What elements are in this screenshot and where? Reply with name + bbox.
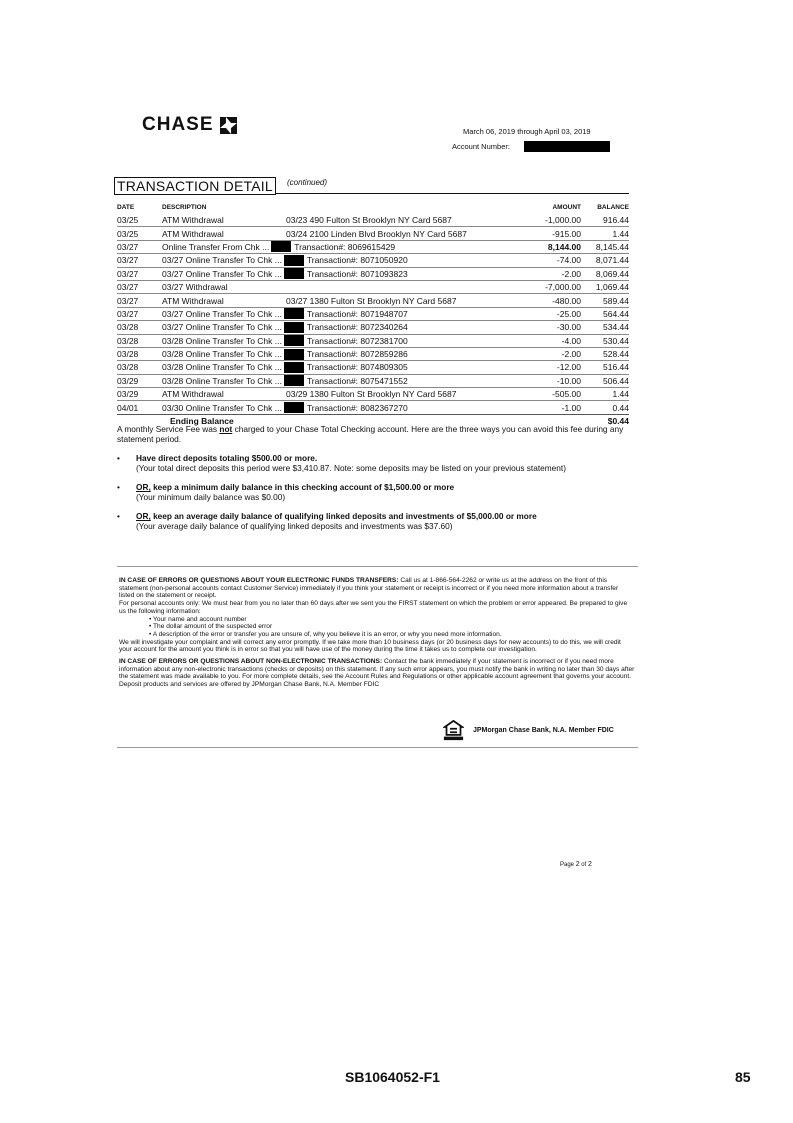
cell-amount: -2.00 <box>502 267 581 280</box>
section-rule <box>276 193 629 194</box>
chase-logo <box>142 114 237 136</box>
description-detail: Transaction#: 8072340264 <box>306 322 408 333</box>
cell-balance: 0.44 <box>581 401 629 414</box>
cell-date: 03/27 <box>117 307 162 320</box>
fee-text-pre: A monthly Service Fee was <box>117 424 220 434</box>
description-detail: Transaction#: 8071050920 <box>306 255 408 266</box>
description-type: 03/27 Withdrawal <box>162 282 228 293</box>
table-row <box>117 240 629 253</box>
section-title: TRANSACTION DETAIL <box>114 177 276 195</box>
cell-date: 03/27 <box>117 280 162 293</box>
chase-octagon-icon <box>220 117 237 134</box>
description-type: Online Transfer From Chk ... <box>162 241 270 252</box>
description-type: ATM Withdrawal <box>162 295 224 306</box>
header-description: DESCRIPTION <box>162 203 207 211</box>
cell-balance: 528.44 <box>581 347 629 360</box>
transaction-rows <box>117 214 629 427</box>
disclosure-bottom-rule <box>117 747 638 748</box>
cell-balance: 516.44 <box>581 361 629 374</box>
table-row <box>117 294 629 307</box>
non-eft-text: Contact the bank immediately if your statement is incorrect or if you need more information about any non-electronic transactions (checks or deposits) on this statement. If any such error appears, you must notify the bank in writing no later than 30 days after the statement was made available to you. For more complete details, see the Account Rules and Regulations or other applicable account agreement that governs your account. Deposit products and services are offered by JPMorgan Chase Bank, N.A. Member FDIC <box>119 658 635 689</box>
header-amount: AMOUNT <box>552 203 581 211</box>
table-header-row <box>117 202 629 214</box>
cell-date: 03/27 <box>117 294 162 307</box>
cell-date: 03/27 <box>117 254 162 267</box>
info-list-item: • The dollar amount of the suspected error <box>149 623 273 631</box>
bullet-dot: • <box>117 453 120 463</box>
non-eft-paragraph <box>119 658 635 689</box>
cell-date: 03/25 <box>117 227 162 240</box>
redacted-account <box>271 241 291 252</box>
footer-page-number: 85 <box>735 1069 751 1085</box>
description-detail: 03/24 2100 Linden Blvd Brooklyn NY Card 5687 <box>286 228 467 239</box>
fdic-notice <box>443 720 614 741</box>
header-date: DATE <box>117 203 135 211</box>
cell-description <box>162 240 502 253</box>
info-list-item: • A description of the error or transfer you are unsure of, why you believe it is an error, or why you need more information. <box>149 630 502 638</box>
table-row <box>117 254 629 267</box>
redacted-account <box>284 402 304 413</box>
cell-amount: -1.00 <box>502 401 581 414</box>
description-detail: Transaction#: 8071948707 <box>306 308 408 319</box>
description-type: 03/27 Online Transfer To Chk ... <box>162 268 282 279</box>
cell-description <box>162 254 502 267</box>
cell-amount: -1,000.00 <box>545 215 581 226</box>
fee-text-post: charged to your Chase Total Checking account. Here are the three ways you can avoid this fee during any statement period. <box>117 424 624 444</box>
account-number-label: Account Number: <box>452 142 510 151</box>
cell-description <box>162 347 502 360</box>
redacted-account <box>284 349 304 360</box>
redacted-account <box>284 375 304 386</box>
table-row <box>117 214 629 227</box>
cell-description <box>162 280 502 293</box>
description-type: ATM Withdrawal <box>162 215 224 226</box>
cell-description <box>162 401 502 414</box>
eft-paragraph <box>119 577 635 600</box>
cell-balance: 1.44 <box>581 388 629 401</box>
page-total: 2 <box>587 861 592 868</box>
eft-heading: IN CASE OF ERRORS OR QUESTIONS ABOUT YOUR ELECTRONIC FUNDS TRANSFERS: <box>119 577 399 584</box>
table-row <box>117 374 629 387</box>
cell-amount: -480.00 <box>502 294 581 307</box>
cell-description <box>162 214 502 227</box>
ending-balance-label: Ending Balance <box>170 416 234 427</box>
header-balance: BALANCE <box>597 203 629 211</box>
table-row <box>117 307 629 320</box>
table-row <box>117 227 629 240</box>
cell-amount: -74.00 <box>502 254 581 267</box>
cell-date: 03/28 <box>117 334 162 347</box>
info-list-item: • Your name and account number <box>149 615 247 623</box>
page-current: 2 <box>575 861 580 868</box>
equal-housing-lender-icon <box>443 720 464 741</box>
description-detail: Transaction#: 8072859286 <box>306 349 408 360</box>
cell-balance: 1,069.44 <box>581 280 629 293</box>
cell-amount: -30.00 <box>502 321 581 334</box>
redacted-account <box>284 335 304 346</box>
continued-label: (continued) <box>287 178 328 187</box>
redacted-account <box>284 362 304 373</box>
page-of: of <box>579 862 588 868</box>
cell-amount: -505.00 <box>502 388 581 401</box>
cell-date: 03/29 <box>117 388 162 401</box>
cell-balance: 564.44 <box>581 307 629 320</box>
description-detail: 03/23 490 Fulton St Brooklyn NY Card 5687 <box>286 215 452 226</box>
bullet-detail: (Your minimum daily balance was $0.00) <box>136 492 286 502</box>
ending-balance-value: $0.44 <box>607 416 629 427</box>
fee-text-not: not <box>219 424 233 434</box>
bullet-prefix: OR, <box>136 482 151 492</box>
cell-description <box>162 294 502 307</box>
cell-balance: 8,071.44 <box>581 254 629 267</box>
cell-description <box>162 361 502 374</box>
description-detail: 03/27 1380 Fulton St Brooklyn NY Card 5687 <box>286 295 457 306</box>
description-detail: Transaction#: 8069615429 <box>294 241 396 252</box>
personal-paragraph: For personal accounts only: We must hear from you no later than 60 days after we sent you the FIRST statement on which the problem or error appeared. Be prepared to give us the following information: <box>119 600 628 615</box>
cell-amount: -915.00 <box>502 227 581 240</box>
description-type: 03/27 Online Transfer To Chk ... <box>162 322 282 333</box>
description-type: 03/28 Online Transfer To Chk ... <box>162 349 282 360</box>
description-type: 03/28 Online Transfer To Chk ... <box>162 362 282 373</box>
redacted-account <box>284 268 304 279</box>
redacted-account <box>284 322 304 333</box>
page-number <box>560 861 592 868</box>
transaction-table <box>117 202 629 427</box>
cell-balance: 530.44 <box>581 334 629 347</box>
table-row <box>117 280 629 293</box>
cell-description <box>162 334 502 347</box>
table-row <box>117 267 629 280</box>
description-type: ATM Withdrawal <box>162 389 224 400</box>
description-type: 03/27 Online Transfer To Chk ... <box>162 308 282 319</box>
disclosure-top-rule <box>117 566 638 567</box>
cell-date: 03/28 <box>117 321 162 334</box>
description-type: ATM Withdrawal <box>162 228 224 239</box>
table-row <box>117 347 629 360</box>
description-type: 03/28 Online Transfer To Chk ... <box>162 375 282 386</box>
bullet-prefix: OR, <box>136 511 151 521</box>
redacted-account <box>284 255 304 266</box>
cell-description <box>162 374 502 387</box>
cell-balance: 8,069.44 <box>581 267 629 280</box>
cell-date: 03/27 <box>117 240 162 253</box>
cell-balance: 534.44 <box>581 321 629 334</box>
redacted-account <box>284 308 304 319</box>
description-detail: Transaction#: 8082367270 <box>306 402 408 413</box>
cell-balance: 8,145.44 <box>581 240 629 253</box>
fdic-text: JPMorgan Chase Bank, N.A. Member FDIC <box>473 727 614 734</box>
cell-balance: 589.44 <box>581 294 629 307</box>
cell-amount: -10.00 <box>502 374 581 387</box>
cell-date: 03/27 <box>117 267 162 280</box>
bullet-heading-text: keep a minimum daily balance in this checking account of $1,500.00 or more <box>150 482 455 492</box>
bullet-detail: (Your total direct deposits this period were $3,410.87. Note: some deposits may be listed on your previous statement) <box>136 463 566 473</box>
description-detail: 03/29 1380 Fulton St Brooklyn NY Card 5687 <box>286 389 457 400</box>
cell-amount: -4.00 <box>502 334 581 347</box>
cell-description <box>162 267 502 280</box>
bullet-heading <box>136 511 636 521</box>
investigate-paragraph: We will investigate your complaint and will correct any error promptly. If we take more than 10 business days (or 20 business days for new accounts) to do this, we will credit your account for the amount you think is in error so that you will have use of the money during the time it takes us to complete our investigation. <box>119 638 621 654</box>
cell-description <box>162 307 502 320</box>
cell-date: 03/29 <box>117 374 162 387</box>
cell-description <box>162 321 502 334</box>
cell-amount: -12.00 <box>502 361 581 374</box>
service-fee-paragraph <box>117 424 629 444</box>
non-eft-heading: IN CASE OF ERRORS OR QUESTIONS ABOUT NON-ELECTRONIC TRANSACTIONS: <box>119 658 383 666</box>
table-row <box>117 334 629 347</box>
description-type: 03/27 Online Transfer To Chk ... <box>162 255 282 266</box>
description-detail: Transaction#: 8075471552 <box>306 375 408 386</box>
cell-balance: 916.44 <box>603 215 629 226</box>
eft-text: Call us at 1-866-564-2262 or write us at the address on the front of this statement (non-personal accounts contact Customer Service) immediately if you think your statement or receipt is incorrect or if you need more information about a transfer listed on the statement or receipt. <box>119 577 619 600</box>
description-type: 03/28 Online Transfer To Chk ... <box>162 335 282 346</box>
table-row <box>117 361 629 374</box>
cell-date: 03/28 <box>117 347 162 360</box>
cell-date: 03/25 <box>117 215 139 226</box>
bullet-heading <box>136 482 636 492</box>
error-disclosure <box>119 577 635 689</box>
cell-description <box>162 227 502 240</box>
bullet-heading-text: keep an average daily balance of qualifying linked deposits and investments of $5,000.00 or more <box>150 511 537 521</box>
cell-balance: 506.44 <box>581 374 629 387</box>
cell-date: 03/28 <box>117 361 162 374</box>
description-detail: Transaction#: 8074809305 <box>306 362 408 373</box>
cell-date: 04/01 <box>117 401 162 414</box>
table-row <box>117 388 629 401</box>
cell-amount: 8,144.00 <box>502 240 581 253</box>
account-number-row <box>452 141 610 152</box>
cell-description <box>162 388 502 401</box>
bullet-dot: • <box>117 511 120 521</box>
cell-amount: -2.00 <box>502 347 581 360</box>
cell-balance: 1.44 <box>581 227 629 240</box>
cell-amount: -7,000.00 <box>502 280 581 293</box>
bullet-heading: Have direct deposits totaling $500.00 or more. <box>136 453 318 463</box>
footer-document-id: SB1064052-F1 <box>345 1069 440 1085</box>
description-type: 03/30 Online Transfer To Chk ... <box>162 402 282 413</box>
description-detail: Transaction#: 8071093823 <box>306 268 408 279</box>
statement-period: March 06, 2019 through April 03, 2019 <box>463 127 591 136</box>
description-detail: Transaction#: 8072381700 <box>306 335 408 346</box>
bullet-dot: • <box>117 482 120 492</box>
table-row <box>117 321 629 334</box>
redacted-account-number <box>524 141 610 152</box>
table-row <box>117 401 629 414</box>
cell-amount: -25.00 <box>502 307 581 320</box>
bullet-detail: (Your average daily balance of qualifying linked deposits and investments was $37.60) <box>136 521 453 531</box>
page-label: Page <box>560 862 576 868</box>
logo-text: CHASE <box>142 114 214 135</box>
